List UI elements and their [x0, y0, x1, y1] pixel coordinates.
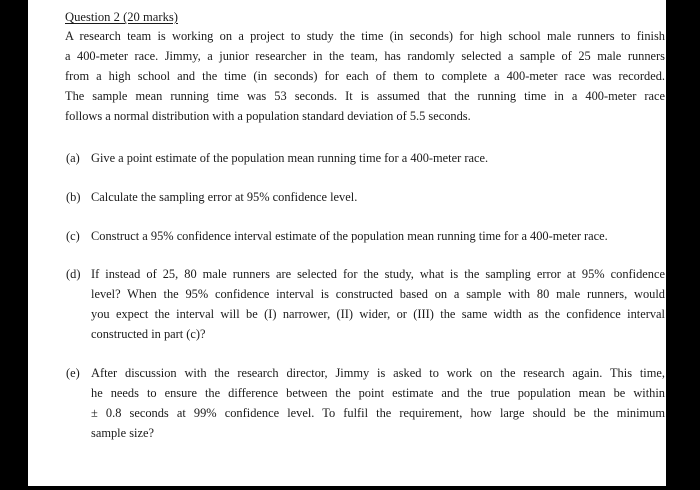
part-d-text: [91, 264, 665, 344]
part-line: Construct a 95% confidence interval estimate of the population mean running time for a 400-meter race.: [91, 229, 608, 243]
part-line: After discussion with the research director, Jimmy is asked to work on the research again. This time,: [91, 366, 665, 380]
intro-line: The sample mean running time was 53 seconds. It is assumed that the running time in a 400-meter race: [65, 89, 665, 103]
intro-line: from a high school and the time (in seconds) for each of them to complete a 400-meter race was recorded.: [65, 69, 665, 83]
part-line: ± 0.8 seconds at 99% confidence level. To fulfil the requirement, how large should be the minimum: [91, 406, 665, 420]
part-line: Give a point estimate of the population mean running time for a 400-meter race.: [91, 151, 489, 165]
part-c-label: (c): [66, 229, 80, 243]
question-page: [28, 0, 666, 486]
intro-line: a 400-meter race. Jimmy, a junior researcher in the team, has randomly selected a sample of 25 male runners: [65, 49, 665, 63]
part-line: Calculate the sampling error at 95% confidence level.: [91, 190, 358, 204]
part-line: sample size?: [91, 426, 154, 440]
part-e-text: [91, 363, 665, 443]
part-e-label: (e): [66, 366, 80, 380]
part-line: he needs to ensure the difference between the point estimate and the true population mean be within: [91, 386, 665, 400]
part-c-text: [91, 226, 665, 246]
intro-line: follows a normal distribution with a population standard deviation of 5.5 seconds.: [65, 109, 471, 123]
part-line: constructed in part (c)?: [91, 327, 206, 341]
part-d-label: (d): [66, 267, 81, 281]
part-line: you expect the interval will be (I) narrower, (II) wider, or (III) the same width as the confidence interval: [91, 307, 665, 321]
intro-line: A research team is working on a project to study the time (in seconds) for high school male runners to finish: [65, 29, 665, 43]
part-line: level? When the 95% confidence interval is constructed based on a sample with 80 male runners, would: [91, 287, 665, 301]
question-intro: [65, 26, 665, 126]
part-a-text: [91, 148, 665, 168]
part-b-label: (b): [66, 190, 81, 204]
question-title: Question 2 (20 marks): [65, 10, 178, 24]
part-a-label: (a): [66, 151, 80, 165]
part-line: If instead of 25, 80 male runners are selected for the study, what is the sampling error at 95% confidence: [91, 267, 665, 281]
part-b-text: [91, 187, 665, 207]
